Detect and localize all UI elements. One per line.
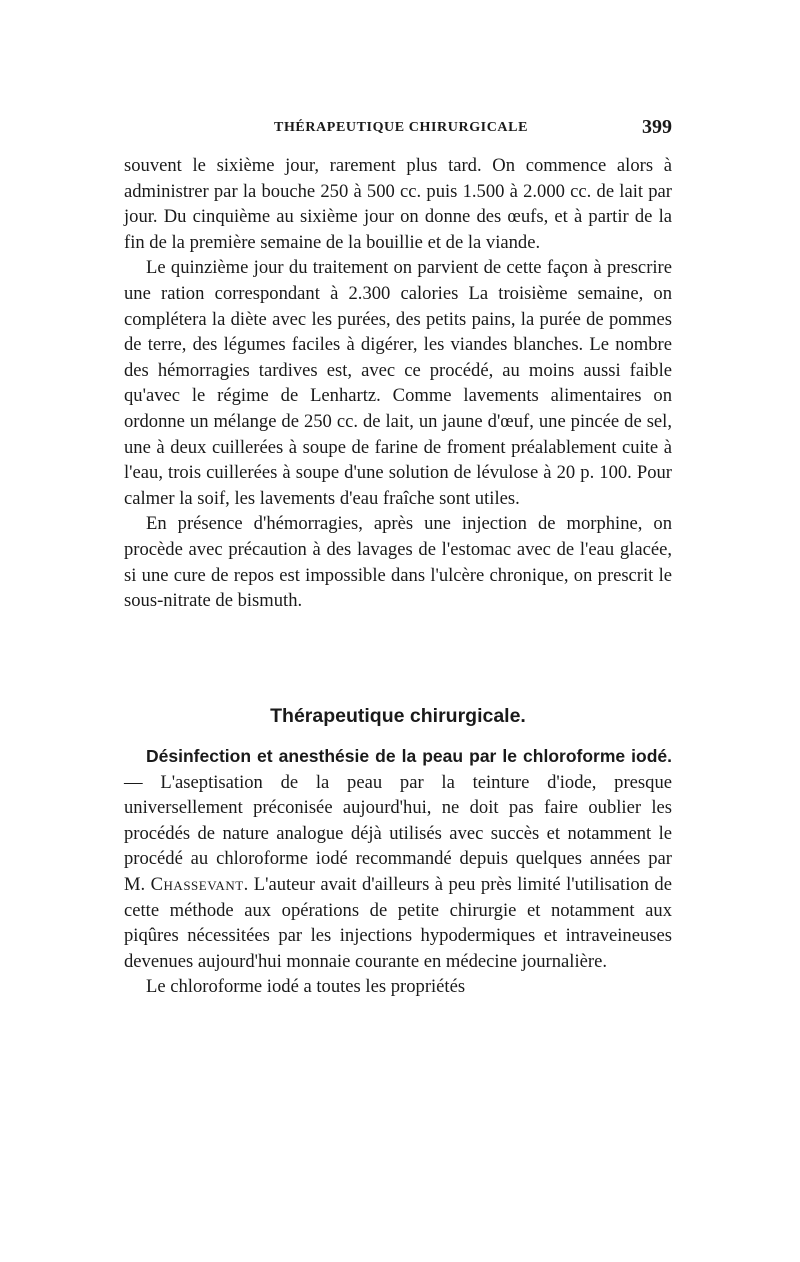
page-number: 399 — [642, 116, 672, 138]
paragraph-hemorrhage: En présence d'hémorragies, après une injection de morphine, on procède avec précaution à des lavages de l'estomac avec de l'eau glacée, si une cure de repos est impossible dans l'ulcère chronique, on prescrit le sous-nitrate de bismuth. — [124, 513, 672, 612]
paragraph-text-part-2: . L'auteur avait d'ailleurs à peu près limité l'utilisation de cette méthode aux opérations de petite chirurgie et notamment aux piqûres nécessitées par les injections hypodermiques et intraveineuses devenues aujourd'hui monnaie courante en médecine journalière. — [124, 873, 672, 972]
run-in-title: Désinfection et anesthésie de la peau par le chloroforme iodé. — [146, 746, 672, 766]
paragraph-chloroform: Le chloroforme iodé a toutes les propriétés — [146, 976, 466, 998]
paragraph-continuation: souvent le sixième jour, rarement plus tard. On commence alors à administrer par la bouche 250 à 500 cc. puis 1.500 à 2.000 cc. de lait par jour. Du cinquième au sixième jour on donne des œufs, et à partir de la fin de la première semaine de la bouillie et de la viande. — [124, 155, 672, 253]
body-text-block-1 — [124, 153, 672, 614]
section-heading: Thérapeutique chirurgicale. — [270, 705, 526, 727]
paragraph-diet: Le quinzième jour du traitement on parvient de cette façon à prescrire une ration correspondant à 2.300 calories La troisième semaine, on complétera la diète avec les purées, des petits pains, la purée de pommes de terre, des légumes faciles à digérer, les viandes blanches. Le nombre des hémorragies tardives est, avec ce procédé, au moins aussi faible qu'avec le régime de Lenhartz. Comme lavements alimentaires on ordonne un mélange de 250 cc. de lait, un jaune d'œuf, une pincée de sel, une à deux cuillerées à soupe de farine de froment préalablement cuite à l'eau, trois cuillerées à soupe d'une solution de lévulose à 20 p. 100. Pour calmer la soif, les lavements d'eau fraîche sont utiles. — [124, 257, 672, 509]
body-text-block-2 — [124, 744, 672, 1000]
paragraph-disinfection — [124, 744, 672, 974]
paragraph-text-part-1: — L'aseptisation de la peau par la teinture d'iode, presque universellement préconisée aujourd'hui, ne doit pas faire oublier les procédés de nature analogue déjà utilisés avec succès et notamment le procédé au chloroforme iodé recommandé depuis quelques années par M. — [124, 771, 672, 895]
author-name: Chassevant — [150, 873, 244, 895]
running-head — [124, 116, 672, 140]
running-title: THÉRAPEUTIQUE CHIRURGICALE — [274, 120, 529, 135]
